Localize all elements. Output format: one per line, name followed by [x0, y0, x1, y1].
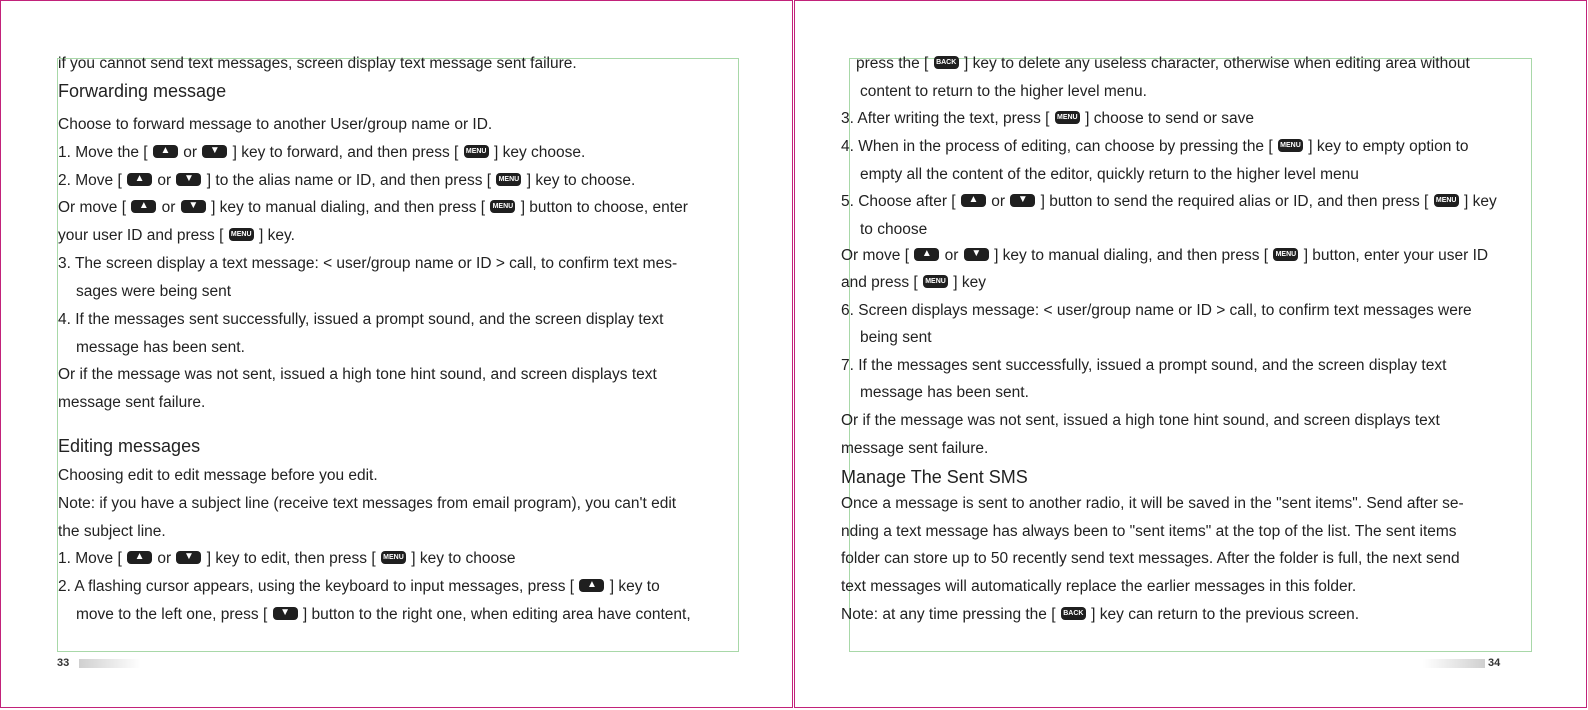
page-bar: [79, 659, 141, 668]
text-segment: ] button to the right one, when editing area have content,: [298, 606, 691, 623]
text-segment: Or move [: [58, 199, 131, 216]
back-key-icon: BACK: [1061, 607, 1086, 620]
text-segment: 1. Move [: [58, 550, 127, 567]
text-line: [58, 365, 657, 385]
page-number: 34: [1488, 657, 1501, 669]
text-segment: message has been sent.: [860, 384, 1029, 401]
text-line: [841, 273, 986, 293]
text-line: [841, 301, 1472, 321]
menu-key-icon: MENU: [1278, 139, 1303, 152]
text-segment: ] choose to send or save: [1080, 110, 1254, 127]
text-segment: Manage The Sent SMS: [841, 467, 1028, 487]
text-segment: ] to the alias name or ID, and then press [: [202, 172, 496, 189]
text-segment: or: [153, 172, 176, 189]
text-line: [58, 466, 378, 486]
text-segment: ] key choose.: [489, 144, 586, 161]
text-line: [76, 338, 245, 358]
section-heading: [58, 436, 200, 456]
text-segment: folder can store up to 50 recently send text messages. After the folder is full, the next send: [841, 550, 1460, 567]
menu-key-icon: MENU: [1273, 248, 1298, 261]
text-segment: or: [178, 144, 202, 161]
text-segment: 1. Move the [: [58, 144, 152, 161]
text-segment: and press [: [841, 274, 922, 291]
left-page: [0, 0, 793, 708]
page-number: 33: [57, 657, 70, 669]
text-line: [841, 522, 1457, 542]
text-line: [58, 549, 516, 569]
text-segment: 2. Move [: [58, 172, 127, 189]
text-line: [58, 198, 688, 218]
text-line: [58, 393, 205, 413]
text-line: [841, 137, 1469, 157]
page-bar: [1423, 659, 1485, 668]
text-line: [58, 310, 663, 330]
text-segment: Forwarding message: [58, 81, 227, 101]
chevron-up-key-icon: ▲: [127, 551, 152, 564]
chevron-up-key-icon: ▲: [127, 173, 152, 186]
text-segment: Or if the message was not sent, issued a high tone hint sound, and screen displays text: [58, 366, 657, 383]
text-line: [860, 82, 1147, 102]
text-segment: Choose to forward message to another User/group name or ID.: [58, 116, 493, 133]
text-segment: 2. A flashing cursor appears, using the keyboard to input messages, press [: [58, 578, 579, 595]
text-line: [860, 328, 932, 348]
chevron-up-key-icon: ▲: [961, 194, 986, 207]
menu-key-icon: MENU: [464, 145, 489, 158]
text-line: [58, 143, 585, 163]
text-segment: 3. After writing the text, press [: [841, 110, 1054, 127]
back-key-icon: BACK: [934, 56, 959, 69]
text-segment: Or move [: [841, 247, 914, 264]
menu-key-icon: MENU: [229, 228, 254, 241]
text-segment: being sent: [860, 329, 932, 346]
text-line: [841, 549, 1460, 569]
text-segment: 7. If the messages sent successfully, issued a prompt sound, and the screen display text: [841, 357, 1447, 374]
text-segment: 4. If the messages sent successfully, issued a prompt sound, and the screen display text: [58, 311, 664, 328]
text-line: [58, 522, 166, 542]
text-line: [58, 54, 577, 74]
text-line: [841, 439, 988, 459]
text-segment: sages were being sent: [76, 283, 232, 300]
text-line: [58, 254, 677, 274]
text-line: [58, 494, 676, 514]
text-segment: 6. Screen displays message: < user/group name or ID > call, to confirm text messages were: [841, 302, 1472, 319]
text-segment: ] key can return to the previous screen.: [1086, 606, 1360, 623]
text-segment: 5. Choose after [: [841, 193, 960, 210]
text-segment: 4. When in the process of editing, can choose by pressing the [: [841, 138, 1277, 155]
text-line: [841, 577, 1356, 597]
text-line: [841, 411, 1440, 431]
menu-key-icon: MENU: [381, 551, 406, 564]
text-segment: Editing messages: [58, 436, 201, 456]
text-segment: the subject line.: [58, 523, 166, 540]
chevron-down-key-icon: ▼: [181, 200, 206, 213]
text-segment: ] key to edit, then press [: [202, 550, 380, 567]
text-segment: or: [940, 247, 963, 264]
text-line: [841, 356, 1446, 376]
text-line: [860, 220, 927, 240]
chevron-up-key-icon: ▲: [914, 248, 939, 261]
menu-key-icon: MENU: [923, 275, 948, 288]
text-segment: or: [157, 199, 180, 216]
text-segment: ] button to choose, enter: [516, 199, 688, 216]
text-segment: ] button to send the required alias or ID, and then press [: [1036, 193, 1433, 210]
text-line: [860, 165, 1359, 185]
text-line: [841, 246, 1488, 266]
text-line: [58, 577, 660, 597]
text-line: [58, 171, 635, 191]
chevron-up-key-icon: ▲: [153, 145, 178, 158]
text-segment: if you cannot send text messages, screen display text message sent failure.: [58, 55, 577, 72]
menu-key-icon: MENU: [490, 200, 515, 213]
text-line: [856, 54, 1470, 74]
text-segment: ] key to manual dialing, and then press [: [989, 247, 1273, 264]
menu-key-icon: MENU: [496, 173, 521, 186]
menu-key-icon: MENU: [1434, 194, 1459, 207]
chevron-up-key-icon: ▲: [579, 579, 604, 592]
text-segment: or: [986, 193, 1010, 210]
text-segment: ] key to choose: [406, 550, 516, 567]
text-segment: message sent failure.: [58, 394, 206, 411]
text-segment: ] key to: [605, 578, 660, 595]
text-segment: ] key to choose.: [522, 172, 636, 189]
text-line: [58, 226, 295, 246]
menu-key-icon: MENU: [1055, 111, 1080, 124]
chevron-down-key-icon: ▼: [176, 551, 201, 564]
text-segment: content to return to the higher level menu.: [860, 83, 1147, 100]
section-heading: [841, 467, 1028, 487]
text-line: [76, 282, 231, 302]
text-line: [841, 494, 1464, 514]
text-segment: 3. The screen display a text message: < user/group name or ID > call, to confirm text mes-: [58, 255, 678, 272]
text-line: [58, 115, 492, 135]
text-segment: to choose: [860, 221, 928, 238]
text-segment: Choosing edit to edit message before you edit.: [58, 467, 378, 484]
text-segment: ] key: [949, 274, 987, 291]
text-segment: text messages will automatically replace the earlier messages in this folder.: [841, 578, 1357, 595]
text-segment: Or if the message was not sent, issued a high tone hint sound, and screen displays text: [841, 412, 1440, 429]
text-line: [841, 192, 1497, 212]
text-segment: ] key to empty option to: [1303, 138, 1469, 155]
text-segment: ] key: [1459, 193, 1497, 210]
text-segment: ] key to manual dialing, and then press [: [206, 199, 490, 216]
text-segment: Once a message is sent to another radio, it will be saved in the "sent items". Send after se-: [841, 495, 1464, 512]
right-page: [794, 0, 1587, 708]
text-segment: move to the left one, press [: [76, 606, 272, 623]
section-heading: [58, 81, 226, 101]
text-segment: Note: at any time pressing the [: [841, 606, 1060, 623]
text-segment: ] key to delete any useless character, otherwise when editing area without: [959, 55, 1470, 72]
chevron-down-key-icon: ▼: [964, 248, 989, 261]
text-line: [860, 383, 1029, 403]
text-segment: ] key to forward, and then press [: [228, 144, 463, 161]
text-line: [841, 605, 1359, 625]
text-line: [76, 605, 691, 625]
text-segment: your user ID and press [: [58, 227, 228, 244]
text-line: [841, 109, 1254, 129]
chevron-down-key-icon: ▼: [202, 145, 227, 158]
text-segment: or: [153, 550, 176, 567]
text-segment: message sent failure.: [841, 440, 989, 457]
text-segment: ] key.: [254, 227, 295, 244]
text-segment: Note: if you have a subject line (receive text messages from email program), you can't edit: [58, 495, 677, 512]
text-segment: ] button, enter your user ID: [1299, 247, 1489, 264]
chevron-down-key-icon: ▼: [1010, 194, 1035, 207]
text-segment: empty all the content of the editor, quickly return to the higher level menu: [860, 166, 1359, 183]
chevron-down-key-icon: ▼: [273, 607, 298, 620]
text-segment: message has been sent.: [76, 339, 245, 356]
chevron-down-key-icon: ▼: [176, 173, 201, 186]
chevron-up-key-icon: ▲: [131, 200, 156, 213]
text-segment: press the [: [856, 55, 933, 72]
text-segment: nding a text message has always been to "sent items" at the top of the list. The sent items: [841, 523, 1457, 540]
